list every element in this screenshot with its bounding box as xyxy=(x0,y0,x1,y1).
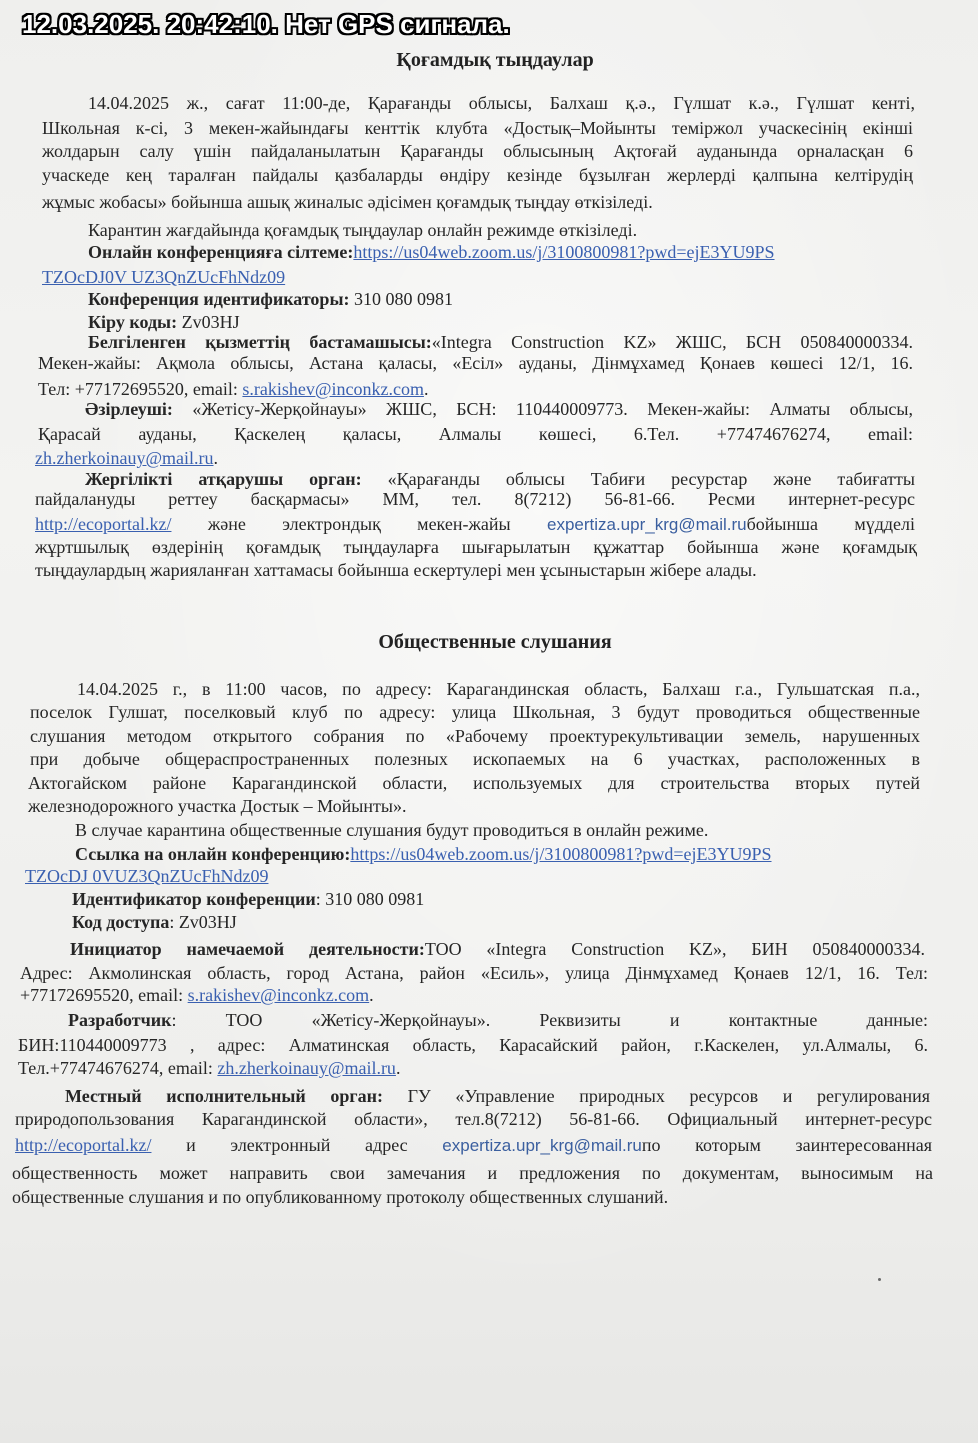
punctuation: . xyxy=(423,379,429,399)
ru-ecoportal-link: http://ecoportal.kz/ xyxy=(15,1135,152,1155)
ru-initiator-line xyxy=(70,938,925,961)
ru-local-authority-text: ГУ «Управление природных ресурсов и регулирования xyxy=(382,1086,931,1106)
ru-conference-id-value: : 310 080 0981 xyxy=(315,889,425,909)
ru-local-authority-text: по которым заинтересованная xyxy=(641,1135,932,1155)
kz-conference-id-label: Конференция идентификаторы: xyxy=(88,289,350,309)
ru-initiator-phone: +77172695520, email: xyxy=(20,985,188,1005)
ru-access-code-label: Код доступа xyxy=(72,912,170,932)
kz-developer-email-link: zh.zherkoinauy@mail.ru xyxy=(35,448,214,468)
ru-initiator-line: Адрес: Акмолинская область, город Астана, район «Есиль», улица Дінмұхамед Қонаев 12/1, 16. Тел: xyxy=(20,963,928,983)
kz-local-authority-text: «Қарағанды облысы Табиғи ресурстар және табиғатты xyxy=(361,469,915,489)
ru-initiator-label: Инициатор намечаемой деятельности: xyxy=(70,939,425,959)
kz-announcement-line: учаскеде кең таралған пайдалы қазбаларды өндіру кезінде бұзылған жерлерді қалпына келтірудің xyxy=(42,165,913,185)
ru-developer-text: : ТОО «Жетісу-Жерқойнауы». Реквизиты и контактные данные: xyxy=(171,1010,928,1030)
kz-initiator-line: Мекен-жайы: Ақмола облысы, Астана қаласы, «Есіл» ауданы, Дінмұхамед Қонаев көшесі 12/1, 16. xyxy=(38,353,913,373)
kz-local-authority-label: Жергілікті атқарушы орган: xyxy=(85,469,362,489)
ru-local-authority-line: природопользования Карагандинской области», тел.8(7212) 56-81-66. Официальный интернет-ресурс xyxy=(15,1109,932,1129)
ru-initiator-line xyxy=(20,984,374,1007)
ru-online-link-label: Ссылка на онлайн конференцию: xyxy=(75,844,351,864)
ru-local-authority-line xyxy=(65,1085,930,1108)
kz-access-code-value: Zv03HJ xyxy=(177,312,240,332)
ru-local-authority-line: общественность может направить свои замечания и предложения по документам, выносимым на xyxy=(12,1163,933,1183)
ru-local-authority-label: Местный исполнительный орган: xyxy=(65,1086,383,1106)
kz-zoom-link-continued: TZOcDJ0V UZ3QnZUcFhNdz09 xyxy=(42,267,286,287)
ru-online-link-line xyxy=(75,843,772,866)
kz-online-link-label: Онлайн конференцияға сілтеме: xyxy=(88,242,354,262)
kz-initiator-line xyxy=(88,331,913,354)
ru-initiator-text: ТОО «Integra Construction KZ», БИН 050840000334. xyxy=(424,939,925,959)
kz-announcement-line: жұмыс жобасы» бойынша ашық жиналыс әдісімен қоғамдық тыңдау өткізіледі. xyxy=(42,192,653,212)
ru-announcement-line: Актогайском районе Карагандинской области, используемых для строительства вторых путей xyxy=(28,773,920,793)
kz-announcement-line: 14.04.2025 ж., сағат 11:00-де, Қарағанды облысы, Балхаш қ.ә., Гүлшат к.ә., Гүлшат кенті, xyxy=(88,93,915,113)
kz-access-code-label: Кіру коды: xyxy=(88,312,178,332)
kz-developer-text: «Жетісу-Жерқойнауы» ЖШС, БСН: 110440009773. Мекен-жайы: Алматы облысы, xyxy=(172,399,913,419)
ru-announcement-line: при добыче общераспространенных полезных ископаемых на 6 участках, расположенных в xyxy=(30,749,920,769)
ru-zoom-link-continued: TZOcDJ 0VUZ3QnZUcFhNdz09 xyxy=(25,866,269,886)
ru-developer-line: БИН:110440009773 , адрес: Алматинская область, Карасайский район, г.Каскелен, ул.Алмалы, 6. xyxy=(18,1035,928,1055)
kz-initiator-email-link: s.rakishev@inconkz.com xyxy=(242,379,424,399)
ru-local-authority-line: общественные слушания и по опубликованному протоколу общественных слушаний. xyxy=(12,1187,669,1207)
ru-announcement-line: слушания методом открытого собрания по «Рабочему проектурекультивации земель, нарушенных xyxy=(30,726,920,746)
ru-announcement-line: поселок Гулшат, поселковый клуб по адресу: улица Школьная, 3 будут проводиться общественные xyxy=(30,702,920,722)
paper-speck xyxy=(878,1278,881,1281)
kz-expertiza-email: expertiza.upr_krg@mail.ru xyxy=(546,515,747,534)
ru-announcement-line: 14.04.2025 г., в 11:00 часов, по адресу: Карагандинская область, Балхаш г.а., Гульшатская п.а., xyxy=(77,679,920,699)
ru-local-authority-text: и электронный адрес xyxy=(151,1135,443,1155)
ru-expertiza-email: expertiza.upr_krg@mail.ru xyxy=(442,1136,642,1155)
kz-initiator-text: «Integra Construction KZ» ЖШС, БСН 050840000334. xyxy=(431,332,913,352)
kz-local-authority-line: пайдалануды реттеу басқармасы» ММ, тел. 8(7212) 56-81-66. Ресми интернет-ресурс xyxy=(35,489,915,509)
kz-local-authority-line: жұртшылық өздерінің қоғамдық тыңдауларға шығарылатын құжаттар бойынша және қоғамдық xyxy=(35,537,917,557)
ru-access-code-value: : Zv03HJ xyxy=(169,912,237,932)
ru-initiator-email-link: s.rakishev@inconkz.com xyxy=(187,985,370,1005)
kz-initiator-phone: Тел: +77172695520, email: xyxy=(38,379,243,399)
ru-developer-line xyxy=(18,1057,400,1080)
kz-conference-id-value: 310 080 0981 xyxy=(349,289,453,309)
kz-announcement-line: жолдарын салу үшін пайдаланылатын Қарағанды облысының Ақтоғай ауданында орналасқан 6 xyxy=(42,141,913,161)
kz-local-authority-text: және электрондық мекен-жайы xyxy=(171,514,547,534)
ru-section-title: Общественные слушания xyxy=(378,631,612,653)
camera-timestamp-overlay: 12.03.2025. 20:42:10. Нет GPS сигнала. xyxy=(22,9,510,39)
kz-section-title: Қоғамдық тыңдаулар xyxy=(396,49,594,71)
kz-conference-id-line xyxy=(88,288,453,311)
ru-developer-label: Разработчик xyxy=(68,1010,172,1030)
ru-quarantine-note: В случае карантина общественные слушания будут проводиться в онлайн режиме. xyxy=(75,820,709,840)
kz-online-link-line xyxy=(42,266,285,289)
punctuation: . xyxy=(369,985,374,1005)
ru-local-authority-line xyxy=(15,1134,932,1157)
kz-local-authority-line: тыңдаулардың жарияланған хаттамасы бойынша ескертулері мен ұсыныстарын жібере алады. xyxy=(35,560,757,580)
ru-zoom-link: https://us04web.zoom.us/j/3100800981?pwd=ejE3YU9PS xyxy=(350,844,772,864)
ru-conference-id-line xyxy=(72,888,424,911)
kz-local-authority-line xyxy=(35,513,915,536)
ru-announcement-line: железнодорожного участка Достык – Мойынты». xyxy=(28,796,407,816)
ru-online-link-line xyxy=(25,865,268,888)
kz-online-link-line xyxy=(88,241,775,264)
kz-developer-line xyxy=(85,398,913,421)
kz-developer-line: Қарасай ауданы, Қаскелең қаласы, Алмалы көшесі, 6.Тел. +77474676274, email: xyxy=(38,424,913,444)
punctuation: . xyxy=(395,1058,401,1078)
kz-zoom-link: https://us04web.zoom.us/j/3100800981?pwd=ejE3YU9PS xyxy=(353,242,775,262)
ru-developer-email-link: zh.zherkoinauy@mail.ru xyxy=(217,1058,396,1078)
kz-announcement-line: Школьная к-сі, 3 мекен-жайындағы кенттік клубта «Достық–Мойынты теміржол учаскесінің екінші xyxy=(42,118,913,138)
punctuation: . xyxy=(213,448,219,468)
ru-developer-line xyxy=(68,1009,928,1032)
kz-ecoportal-link: http://ecoportal.kz/ xyxy=(35,514,172,534)
kz-developer-line xyxy=(35,447,218,470)
kz-developer-label: Әзірлеуші: xyxy=(85,399,173,419)
ru-developer-phone: Тел.+77474676274, email: xyxy=(18,1058,218,1078)
kz-local-authority-text: бойынша мүдделі xyxy=(746,514,915,534)
kz-initiator-label: Белгіленген қызметтің бастамашысы: xyxy=(88,332,432,352)
ru-access-code-line xyxy=(72,911,237,934)
kz-quarantine-note: Карантин жағдайында қоғамдық тыңдаулар онлайн режимде өткізіледі. xyxy=(88,220,638,240)
ru-conference-id-label: Идентификатор конференции xyxy=(72,889,316,909)
